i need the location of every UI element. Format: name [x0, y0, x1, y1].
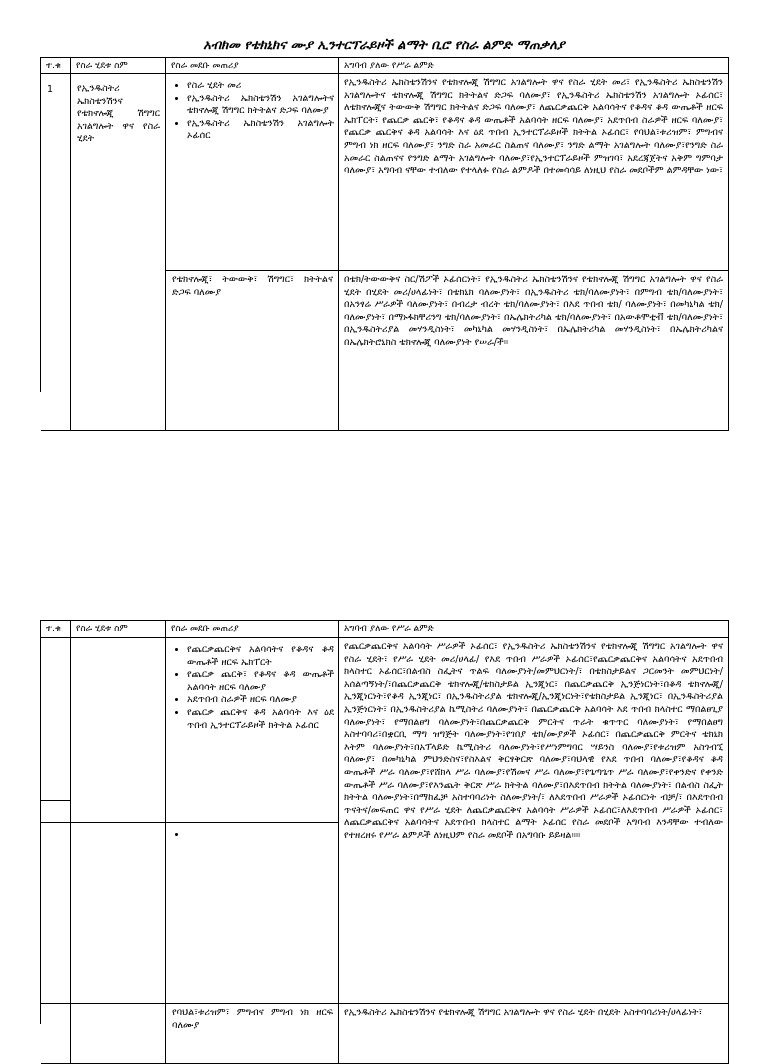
header-number: ተ.ቁ [41, 621, 71, 638]
empty-number-cell [41, 823, 71, 1004]
experience-table-page-2 [40, 620, 729, 1031]
process-name: የኢንዱስትሪ ኤክስቴንሽንና የቴክኖሎጂ ሽግግር አገልግሎት ዋና የስራ ሂደት [71, 74, 166, 431]
header-relevant-experience: አግባብ ያለው የሥራ ልምድ [339, 621, 729, 638]
position-item: • የጨርቃ ጨርቅና ቆዳ አልባሳት እና ዕደ ጥበብ ኢንተርፕራይዞች ክትትል ኦፊሰር [187, 707, 334, 732]
position-item: • የስራ ሂደት መሪ [187, 80, 334, 93]
document-title: አብክመ የቴክኒክና ሙያ ኢንተርፕራይዞች ልማት ቢሮ የስራ ልምድ ማጠቃለያ [203, 38, 565, 53]
empty-number-cell [41, 638, 71, 801]
experience-text: የኢንዱስትሪ ኤክስቴንሽንና የቴክኖሎጂ ሽግግር አገልግሎት ዋና የስራ ሂደት በሂደት አስተባባሪነት/ሀላፊነት፣ [339, 1004, 729, 1064]
experience-text: በቴክ/ትውውቅና ስር/ሽፖች ኦፊሰርነት፣ የኢንዱስትሪ ኤክስቴንሽንና የቴክኖሎጂ ሽግግር አገልግሎት ዋና የስራ ሂደት በሂደት መሪ/ሀላፊነት፣ በቴክኒክ ባለሙያነት፣ በኢንዱስትሪ ቴክ/ባለሙያነት፣ በምግብ ቴክ/ባለሙያነት፣ በአንፃሬ ሥራዎች ባለሙያነት፣ በብረታ ብረት ቴክ/ባለሙያነት፣ በእደ ጥበብ ቴክ/ ባለሙያነት፣ በመካኒካል ቴክ/ባለሙያነት፣ በማኑፋክቸሪንግ ቴክ/ባለሙያነት፣ በኤሌክትሪካል ቴክ/ባለሙያነት፣ በአውቶሞቲቭ ቴክ/ባለሙያነት፣ በኢንዱስትሪያል መሃንዲስነት፣ መካኒካል መሃንዲስነት፣ በኤሌክትሪካል መሃንዲስነት፣ በኤሌክትሪካልና በኤሌክትሮኒክስ ቴክኖሎጂ ባለሙያነት የሠራ/ች። [339, 271, 729, 431]
header-number: ተ.ቁ [41, 58, 71, 74]
position-item: • የጨርቃ ጨርቅ፣ የቆዳና ቆዳ ውጤቶች አልባሳት ዘርፍ ባለሙያ [187, 669, 334, 694]
position-list [170, 80, 334, 143]
empty-bullet-item [187, 829, 334, 842]
position-title: የባህል፣ቱሪዝም፣ ምግብና ምግብ ነክ ዘርፍ ባለሙያ [166, 1004, 339, 1064]
header-relevant-experience: አግባብ ያለው የሥራ ልምድ [339, 58, 729, 74]
position-item: • አደጥበብ ስራዎች ዘርፍ ባለሙያ [187, 694, 334, 707]
header-process-name: የስራ ሂደቱ ስም [71, 621, 166, 638]
position-list-cell [166, 74, 339, 271]
empty-number-cell [41, 801, 71, 823]
experience-text: የኢንዱስትሪ ኤክስቴንሽንና የቴክኖሎጂ ሽግግር አገልግሎት ዋና የስራ ሂደት መሪ፣ የኢንዱስትሪ ኤክስቴንሽን አገልግሎትና ቴክኖሎጂ ሽግግር ክትትልና ድጋፍ ባለሙያ፣ የኢንዱስትሪ ኤክስቴንሽን አገልግሎት ኦፊሰር፣ ለቴክኖሎጂና ትውውቅ ሽግግር ክትትልና ድጋፍ ባለሙያ፣ ለጨርቃጨርቅ አልባሳትና የቆዳና ቆዳ ውጤቶች ዘርፍ ኤክፐርት፣ የጨርቃ ጨርቅ፣ የቆዳና ቆዳ ውጤቶች አልባሳት ዘርፍ ባለሙያ፣ አደጥበብ ስራዎች ዘርፍ ባለሙያ፣ የጨርቃ ጨርቅና ቆዳ አልባሳት እና ዕደ ጥበብ ኢንተርፕራይዞች ክትትል ኦፊሰር፣ የባህል፣ቱሪዝም፣ ምግብና ምግብ ነክ ዘርፍ ባለሙያ፣ ንግድ ስራ አመራር ስልጠና ባለሙያ፣ ንግድ ልማት አገልግሎት ባለሙያ፣የንግድ ስራ አመራር ስልጠናና የንግድ ልማት አገልግሎት ባለሙያ፣የኢንተርፕራይዞች ምዝገባ፣ አደረጃጀትና አቅም ግምባታ ባለሙያ፣ አግባብ ናቸው ተብለው የተላለፉ የስራ ልምዶች በተመሳሳይ ለነዚህ የስራ መደቦችም ልምዳቸው ነው፣ [339, 74, 729, 271]
position-item: • የጨርቃጨርቅና አልባሳትና የቆዳና ቆዳ ውጤቶች ዘርፍ ኤክፐርት [187, 644, 334, 669]
experience-table-page-1 [40, 57, 729, 392]
row-number: 1 [41, 74, 71, 431]
position-list [170, 644, 334, 732]
empty-process-cell [71, 638, 166, 823]
experience-text: የጨርቃጨርቅና አልባሳት ሥራዎች ኦፊሰር፣ የኢንዱስትሪ ኤክስቴንሽንና የቴክኖሎጂ ሽግግር አገልግሎት ዋና የስራ ሂደት፣ የሥራ ሂደት መሪ/ሀላፊ/ የእደ ጥበብ ሥራዎች ኦፊሰር፣የጨርቃጨርቅና አልባሳትና አደጥበብ ክላስተር ኦፊሰር፣በልብስ ስፌትና ጥልፍ ባለሙያነት/መምህርነት/፣ በቴክስታይልና ጋርመንት መምህርነት/ አሰልጣኝነት/፣በጨርቃጨርቅ ቴክኖሎጂ/ቴክስታይል ኢንጂነር፣ በጨርቃጨርቅ ኢንጅነርነት፣በቆዳ ቴክኖሎጂ/ኢንጂነርነት፣የቆዳ ኢንጂነር፣ በኢንዱስትሪያል ቴክኖሎጂ/ኢንጂነርነት፣የቴክስታይል ኢንጂነር፣ በኢንዱስትሪያል ኢንጅነርነት፣ በኢንዱስትሪያል ኬሚስትሪ ባለሙያነት፣ በጨርቃጨርቅ አልባሳት እደ ጥበብ ክላስተር ማበልፀጊያ ባለሙያነት፣ የማበልፀግ ባለሙያነት፣በጨርቃጨርቅ ምርትና ጥራት ቁጥጥር ባለሙያነት፣ የማበልፀግ አስተባባሪ፣በቋርቢ ማግ ዝግጅት ባለሙያነት፣የገበያ ቴክ/ሙያዎች ኦፊሰር፣ በጨርቃጨርቅ ምርትና ቴክኒክ እትም ባለሙያነት፣በአፕላይድ ኬሚስትሪ ባለሙያነት፣የሥነምግባር ሣይንስ ባለሙያ፣የቱሪዝም አስጎብኚ ባለሙያ፣ በመካኒካል ምህንድስና፣የስእልና ቅርፃቅርጽ ባለሙያ፣ባህላዊ የእደ ጥበብ ባለሙያ፣የቆዳና ቆዳ ውጤቶች ሥራ ባለሙያ፣የሸክላ ሥራ ባለሙያ፣የሽመና ሥራ ባለሙያ፣የጌጣጌጥ ሥራ ባለሙያ፣የቀንድና የቀንድ ውጤቶች ሥራ ባለሙያ፣የእንጨት ቅርጽ ሥራ ክትትል ባለሙያ፣በእደጥበብ ክትትል ባለሙያነት፣ በልብስ ስፌት ክትትል ባለሙያነት፣በማከፈቻ አስተባባሪነት ስለሙያነት/፣ ለእደጥበብ ሥራዎች ኦፊሰርነት ብቻ/፣ በእደጥበብ ጥናትና/መፍጠር ዋና የሥራ ሂደት ለጨርቃጨርቅና አልባሳት ሥራዎች ኦፊሰር፣ለእደጥበብ ሥራዎች ኦፊሰር፣ ለጨርቃጨርቅና አልባሳትና አደጥበብ ክላስተር ልማት ኦፊሰር የስራ መደቦች አግባብ እንዳቸው ተብለው የተዘረዘሩ የሥራ ልምዶች ለነዚህም የስራ መደቦች በአግባቡ ይይዛል።። [339, 638, 729, 1004]
header-process-name: የስራ ሂደቱ ስም [71, 58, 166, 74]
empty-number-cell [41, 1004, 71, 1064]
header-position-title: የስራ መደቡ መጠሪያ [166, 621, 339, 638]
empty-process-cell [71, 823, 166, 1004]
empty-process-cell [71, 1004, 166, 1064]
position-list-cell [166, 638, 339, 823]
header-position-title: የስራ መደቡ መጠሪያ [166, 58, 339, 74]
position-title: የቴክኖሎጂ፣ ትውውቅ፣ ሽግግር፣ ክትትልና ድጋፍ ባለሙያ [166, 271, 339, 431]
empty-position-list-cell [166, 823, 339, 1004]
position-list [170, 829, 334, 842]
position-item: • የኢንዱስትሪ ኤክስቴንሽን አገልግሎት ኦፊሰር [187, 118, 334, 143]
position-item: • የኢንዱስትሪ ኤክስቴንሽን አገልግሎትና ቴክኖሎጂ ሽግግር ክትትልና ድጋፍ ባለሙያ [187, 93, 334, 118]
